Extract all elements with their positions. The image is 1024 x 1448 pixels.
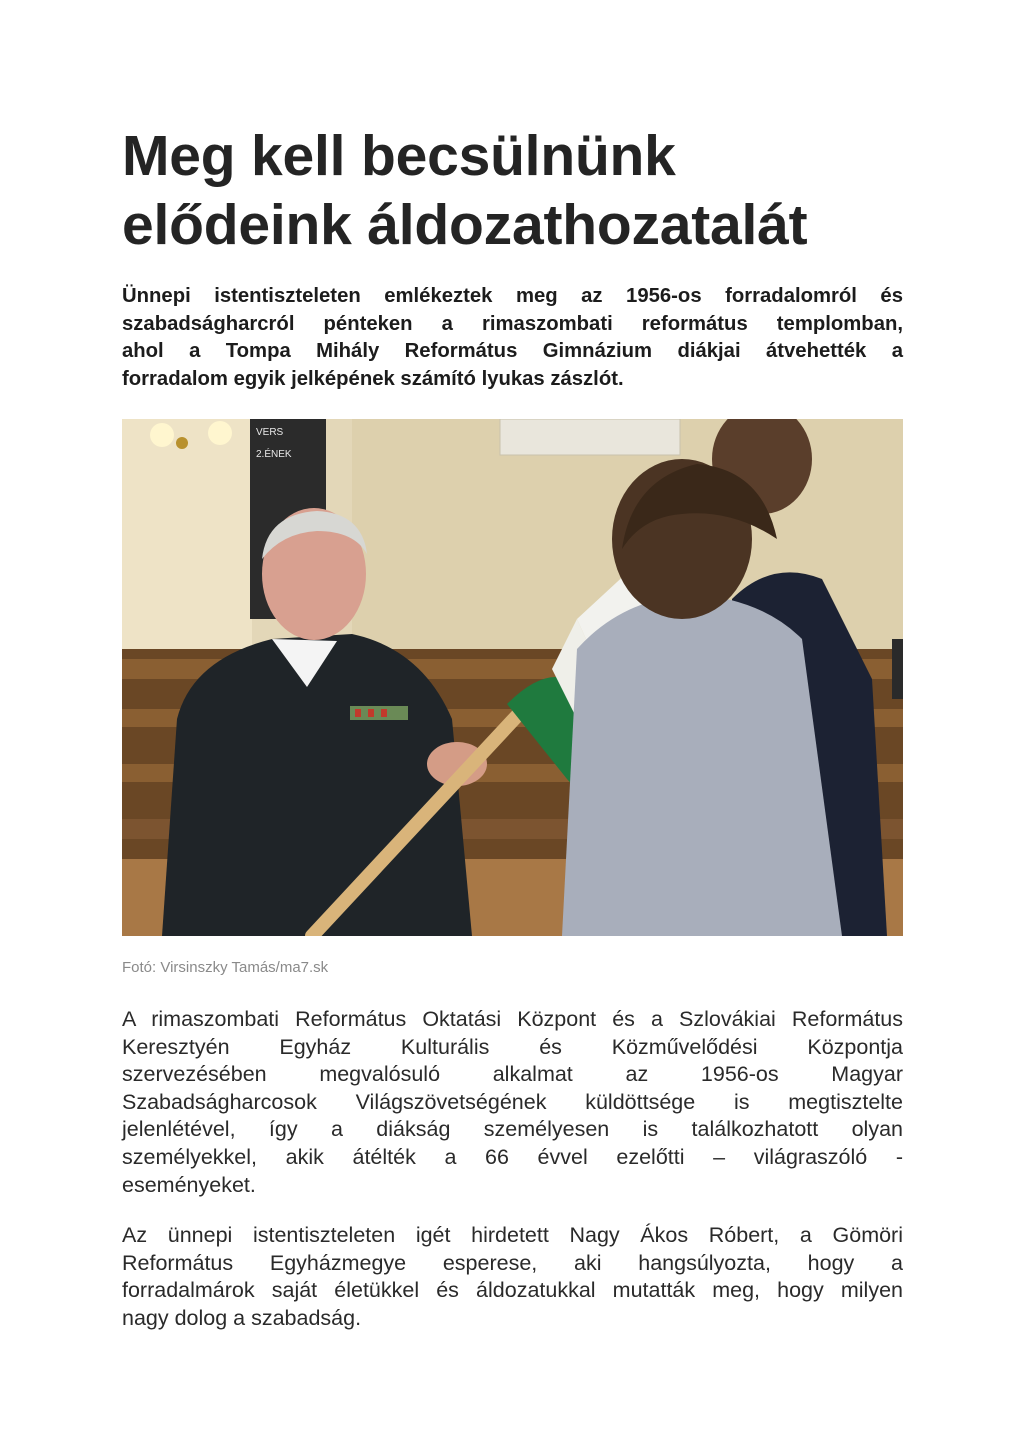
article-paragraph	[122, 1006, 903, 1199]
photo-illustration	[122, 419, 903, 936]
lead-line: ahol a Tompa Mihály Református Gimnázium diákjai átvehették a	[122, 340, 903, 362]
article-title	[122, 122, 903, 260]
paragraph-line: jelenlétével, így a diákság személyesen is találkozhatott olyan	[122, 1117, 903, 1142]
paragraph-line: Az ünnepi istentiszteleten igét hirdetett Nagy Ákos Róbert, a Gömöri	[122, 1223, 903, 1247]
photo-caption: Fotó: Virsinszky Tamás/ma7.sk	[122, 959, 329, 976]
paragraph-line: eseményeket.	[122, 1172, 256, 1197]
article-lead	[122, 283, 903, 393]
article-paragraph	[122, 1222, 903, 1332]
paragraph-line: nagy dolog a szabadság.	[122, 1305, 362, 1330]
paragraph-line: személyekkel, akik átélték a 66 évvel ezelőtti – világraszóló -	[122, 1144, 903, 1169]
article-photo	[122, 419, 903, 936]
paragraph-line: A rimaszombati Református Oktatási Központ és a Szlovákiai Református	[122, 1007, 903, 1031]
paragraph-line: forradalmárok saját életükkel és áldozatukkal mutatták meg, hogy milyen	[122, 1278, 903, 1303]
paragraph-line: szervezésében megvalósuló alkalmat az 1956-os Magyar	[122, 1062, 903, 1087]
lead-line: szabadságharcról pénteken a rimaszombati református templomban,	[122, 312, 903, 335]
title-line: elődeink áldozathozatalát	[122, 193, 808, 257]
lead-line: Ünnepi istentiszteleten emlékeztek meg az 1956-os forradalomról és	[122, 285, 903, 307]
title-line: Meg kell becsülnünk	[122, 124, 676, 188]
paragraph-line: Keresztyén Egyház Kulturális és Közművelődési Központja	[122, 1034, 903, 1059]
paragraph-line: Református Egyházmegye esperese, aki hangsúlyozta, hogy a	[122, 1250, 903, 1275]
paragraph-line: Szabadságharcosok Világszövetségének küldöttsége is megtisztelte	[122, 1089, 903, 1114]
board-text: VERS	[256, 427, 284, 438]
board-text: 2.ÉNEK	[256, 449, 292, 460]
lead-line: forradalom egyik jelképének számító lyukas zászlót.	[122, 367, 624, 390]
